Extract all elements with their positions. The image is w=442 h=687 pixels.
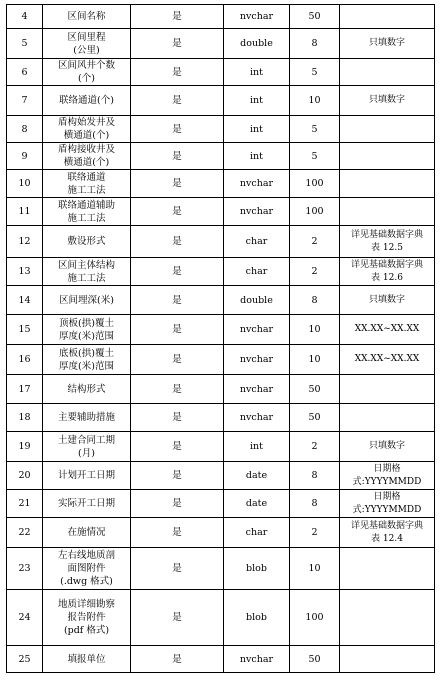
length-cell: 2: [290, 432, 340, 462]
note-cell: 只填数字: [340, 86, 435, 116]
table-row: [7, 315, 435, 345]
nullable-cell: 是: [131, 143, 224, 170]
data-type-cell: char: [224, 258, 290, 286]
row-number-cell: 24: [7, 590, 43, 646]
table-row: [7, 646, 435, 673]
note-cell: 日期格式:YYYYMMDD: [340, 490, 435, 518]
row-number-cell: 6: [7, 59, 43, 86]
table-row: [7, 170, 435, 198]
nullable-cell: 是: [131, 404, 224, 432]
length-cell: 50: [290, 404, 340, 432]
field-name-cell: 顶板(拱)覆土 厚度(米)范围: [43, 315, 131, 345]
nullable-cell: 是: [131, 375, 224, 404]
field-name-cell: 盾构始发井及 横通道(个): [43, 116, 131, 143]
nullable-cell: 是: [131, 116, 224, 143]
note-cell: XX.XX~XX.XX: [340, 345, 435, 375]
data-type-cell: char: [224, 226, 290, 258]
row-number-cell: 4: [7, 5, 43, 29]
nullable-cell: 是: [131, 345, 224, 375]
row-number-cell: 20: [7, 462, 43, 490]
field-name-cell: 填报单位: [43, 646, 131, 673]
length-cell: 10: [290, 345, 340, 375]
length-cell: 5: [290, 143, 340, 170]
note-cell: [340, 646, 435, 673]
length-cell: 10: [290, 315, 340, 345]
field-name-cell: 区间名称: [43, 5, 131, 29]
note-cell: [340, 143, 435, 170]
field-name-cell: 底板(拱)覆土 厚度(米)范围: [43, 345, 131, 375]
nullable-cell: 是: [131, 432, 224, 462]
data-type-cell: nvchar: [224, 404, 290, 432]
row-number-cell: 7: [7, 86, 43, 116]
table-row: [7, 590, 435, 646]
field-name-cell: 区间主体结构 施工工法: [43, 258, 131, 286]
nullable-cell: 是: [131, 29, 224, 59]
length-cell: 100: [290, 198, 340, 226]
length-cell: 100: [290, 590, 340, 646]
table-row: [7, 462, 435, 490]
field-name-cell: 结构形式: [43, 375, 131, 404]
table-row: [7, 404, 435, 432]
data-type-cell: double: [224, 286, 290, 315]
nullable-cell: 是: [131, 286, 224, 315]
data-type-cell: date: [224, 490, 290, 518]
field-name-cell: 联络通道(个): [43, 86, 131, 116]
data-type-cell: nvchar: [224, 315, 290, 345]
length-cell: 50: [290, 646, 340, 673]
note-cell: [340, 116, 435, 143]
table-row: [7, 518, 435, 548]
field-name-cell: 计划开工日期: [43, 462, 131, 490]
data-type-cell: double: [224, 29, 290, 59]
field-name-cell: 区间里程 (公里): [43, 29, 131, 59]
length-cell: 8: [290, 29, 340, 59]
data-type-cell: int: [224, 86, 290, 116]
field-name-cell: 区间埋深(米): [43, 286, 131, 315]
field-name-cell: 区间风井个数 (个): [43, 59, 131, 86]
data-type-cell: nvchar: [224, 170, 290, 198]
row-number-cell: 8: [7, 116, 43, 143]
nullable-cell: 是: [131, 590, 224, 646]
length-cell: 5: [290, 59, 340, 86]
length-cell: 8: [290, 462, 340, 490]
row-number-cell: 10: [7, 170, 43, 198]
table-row: [7, 198, 435, 226]
nullable-cell: 是: [131, 226, 224, 258]
table-row: [7, 345, 435, 375]
table-row: [7, 29, 435, 59]
note-cell: [340, 5, 435, 29]
note-cell: [340, 404, 435, 432]
table-row: [7, 116, 435, 143]
field-definition-table: [6, 4, 435, 673]
field-name-cell: 地质详细勘察 报告附件 (pdf 格式): [43, 590, 131, 646]
field-name-cell: 敷设形式: [43, 226, 131, 258]
table-row: [7, 86, 435, 116]
table-row: [7, 375, 435, 404]
note-cell: [340, 548, 435, 590]
table-row: [7, 5, 435, 29]
nullable-cell: 是: [131, 518, 224, 548]
nullable-cell: 是: [131, 315, 224, 345]
nullable-cell: 是: [131, 5, 224, 29]
table-row: [7, 432, 435, 462]
data-type-cell: int: [224, 59, 290, 86]
data-type-cell: char: [224, 518, 290, 548]
nullable-cell: 是: [131, 462, 224, 490]
row-number-cell: 12: [7, 226, 43, 258]
note-cell: 详见基础数据字典 表 12.6: [340, 258, 435, 286]
row-number-cell: 18: [7, 404, 43, 432]
data-type-cell: nvchar: [224, 646, 290, 673]
row-number-cell: 25: [7, 646, 43, 673]
table-row: [7, 143, 435, 170]
length-cell: 50: [290, 5, 340, 29]
length-cell: 8: [290, 490, 340, 518]
table-row: [7, 226, 435, 258]
length-cell: 50: [290, 375, 340, 404]
note-cell: [340, 375, 435, 404]
nullable-cell: 是: [131, 198, 224, 226]
length-cell: 5: [290, 116, 340, 143]
note-cell: 详见基础数据字典 表 12.5: [340, 226, 435, 258]
nullable-cell: 是: [131, 86, 224, 116]
table-row: [7, 286, 435, 315]
data-type-cell: nvchar: [224, 375, 290, 404]
data-type-cell: nvchar: [224, 198, 290, 226]
length-cell: 10: [290, 548, 340, 590]
length-cell: 2: [290, 258, 340, 286]
note-cell: [340, 590, 435, 646]
nullable-cell: 是: [131, 646, 224, 673]
note-cell: 只填数字: [340, 286, 435, 315]
length-cell: 2: [290, 226, 340, 258]
row-number-cell: 13: [7, 258, 43, 286]
table-row: [7, 548, 435, 590]
row-number-cell: 15: [7, 315, 43, 345]
note-cell: 只填数字: [340, 432, 435, 462]
field-name-cell: 盾构接收井及 横通道(个): [43, 143, 131, 170]
data-type-cell: date: [224, 462, 290, 490]
row-number-cell: 19: [7, 432, 43, 462]
note-cell: [340, 59, 435, 86]
nullable-cell: 是: [131, 548, 224, 590]
field-name-cell: 联络通道辅助 施工工法: [43, 198, 131, 226]
note-cell: XX.XX~XX.XX: [340, 315, 435, 345]
nullable-cell: 是: [131, 258, 224, 286]
row-number-cell: 11: [7, 198, 43, 226]
field-name-cell: 实际开工日期: [43, 490, 131, 518]
length-cell: 2: [290, 518, 340, 548]
data-type-cell: int: [224, 116, 290, 143]
row-number-cell: 9: [7, 143, 43, 170]
nullable-cell: 是: [131, 490, 224, 518]
field-name-cell: 主要辅助措施: [43, 404, 131, 432]
row-number-cell: 22: [7, 518, 43, 548]
row-number-cell: 21: [7, 490, 43, 518]
note-cell: [340, 170, 435, 198]
data-type-cell: nvchar: [224, 345, 290, 375]
table-row: [7, 59, 435, 86]
row-number-cell: 23: [7, 548, 43, 590]
data-type-cell: int: [224, 432, 290, 462]
data-type-cell: int: [224, 143, 290, 170]
field-name-cell: 土建合同工期 (月): [43, 432, 131, 462]
table-row: [7, 490, 435, 518]
row-number-cell: 14: [7, 286, 43, 315]
note-cell: [340, 198, 435, 226]
nullable-cell: 是: [131, 59, 224, 86]
field-table-wrapper: [6, 4, 434, 673]
note-cell: 详见基础数据字典 表 12.4: [340, 518, 435, 548]
length-cell: 8: [290, 286, 340, 315]
field-name-cell: 在施情况: [43, 518, 131, 548]
data-type-cell: blob: [224, 548, 290, 590]
row-number-cell: 5: [7, 29, 43, 59]
row-number-cell: 16: [7, 345, 43, 375]
table-row: [7, 258, 435, 286]
field-name-cell: 联络通道 施工工法: [43, 170, 131, 198]
note-cell: 日期格式:YYYYMMDD: [340, 462, 435, 490]
nullable-cell: 是: [131, 170, 224, 198]
length-cell: 10: [290, 86, 340, 116]
note-cell: 只填数字: [340, 29, 435, 59]
data-type-cell: nvchar: [224, 5, 290, 29]
row-number-cell: 17: [7, 375, 43, 404]
data-type-cell: blob: [224, 590, 290, 646]
field-name-cell: 左右线地质剖 面图附件 (.dwg 格式): [43, 548, 131, 590]
length-cell: 100: [290, 170, 340, 198]
